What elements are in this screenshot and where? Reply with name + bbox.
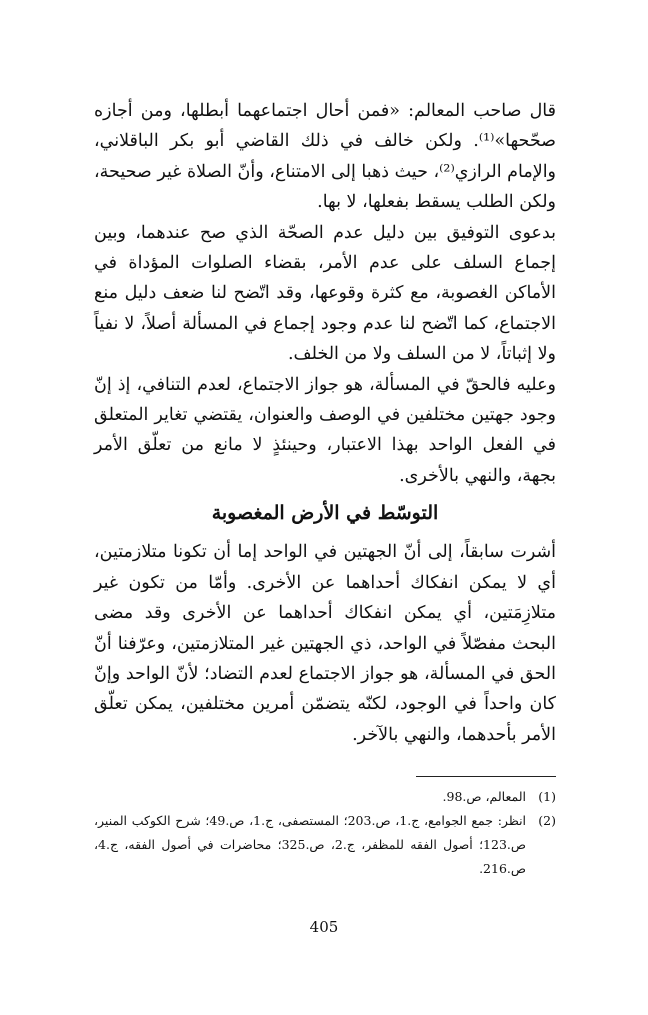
footnote-number: (2)	[538, 813, 556, 829]
footnotes	[94, 785, 556, 881]
section-heading: التوسّط في الأرض المغصوبة	[211, 502, 439, 525]
footnote-1	[94, 785, 556, 809]
body-paragraph-3: وعليه فالحقّ في المسألة، هو جواز الاجتماع، لعدم التنافي، إذ إنّ وجود جهتين مختلفين في الوصف والعنوان، يقتضي تغاير المتعلق في الفعل الواحد بهذا الاعتبار، وحينئذٍ لا مانع من تعلّق الأمر بجهة، والنهي بالأخرى.	[94, 374, 556, 486]
footnote-text: انظر: جمع الجوامع، ج.1، ص.203؛ المستصفى، ج.1، ص.49؛ شرح الكوكب المنير، ص.123؛ أصول الفقه للمظفر، ج.2، ص.325؛ محاضرات في أصول الفقه، ج.4، ص.216.	[94, 813, 527, 877]
footnote-separator	[416, 776, 556, 777]
body-paragraph-2: بدعوى التوفيق بين دليل عدم الصحّة الذي صح عندهما، وبين إجماع السلف على عدم الأمر، بقضاء الصلوات المؤداة في الأماكن الغصوبة، مع كثرة وقوعها، وقد اتّضح لنا ضعف دليل منع الاجتماع، كما اتّضح لنا عدم وجود إجماع في المسألة أصلاً، لا نفياً ولا إثباتاً، لا من السلف ولا من الخلف.	[94, 222, 556, 365]
body-paragraph-1: قال صاحب المعالم: «فمن أحال اجتماعهما أبطلها، ومن أجازه صحّحها»⁽¹⁾. ولكن خالف في ذلك القاضي أبو بكر الباقلاني، والإمام الرازي⁽²⁾، حيث ذهبا إلى الامتناع، وأنّ الصلاة غير صحيحة، ولكن الطلب يسقط بفعلها، لا بها.	[94, 101, 557, 213]
body-paragraph-4: أشرت سابقاً، إلى أنّ الجهتين في الواحد إما أن تكونا متلازمتين، أي لا يمكن انفكاك أحداهما عن الأخرى. وأمّا من تكون غير متلازِمَتين، أي يمكن انفكاك أحداهما عن الأخرى وقد مضى البحث مفصّلاً في الواحد، ذي الجهتين غير المتلازمتين، وعرّفنا أنّ الحق في المسألة، هو جواز الاجتماع لعدم التضاد؛ لأنّ الواحد وإنّ كان واحداً في الوجود، لكنّه يتضمّن أمرين مختلفين، يمكن تعلّق الأمر بأحدهما، والنهي بالآخر.	[94, 542, 556, 745]
footnote-2	[94, 809, 556, 881]
footnote-text: المعالم، ص.98.	[442, 789, 526, 805]
footnote-number: (1)	[538, 789, 556, 805]
page-number: 405	[309, 918, 339, 936]
